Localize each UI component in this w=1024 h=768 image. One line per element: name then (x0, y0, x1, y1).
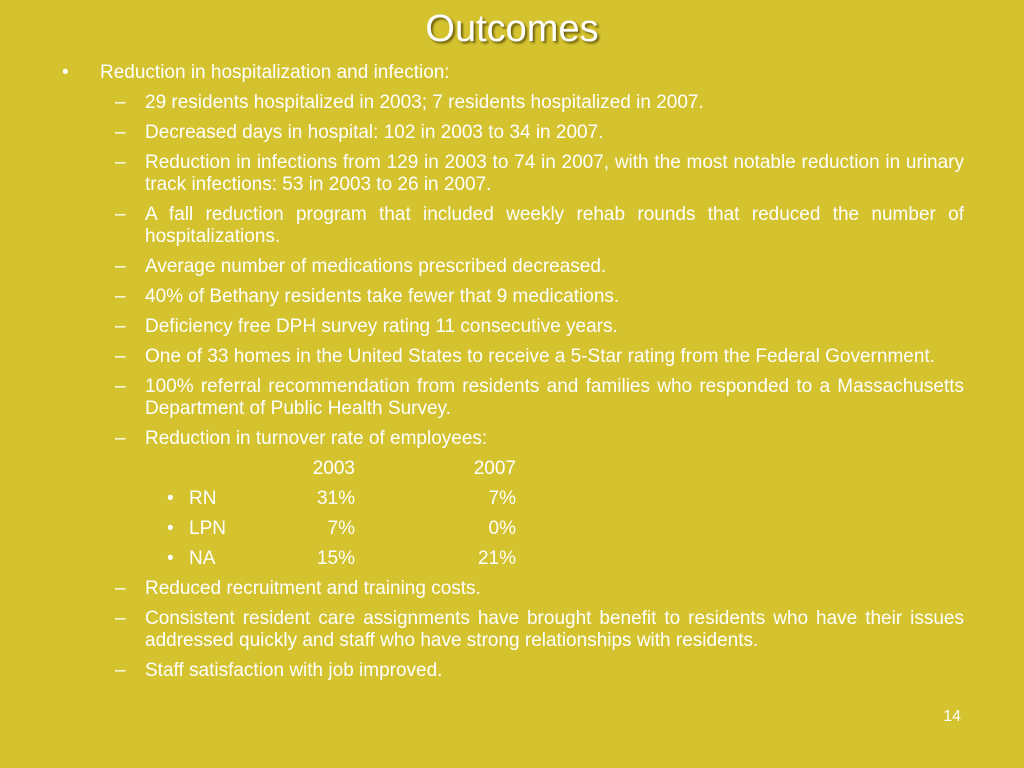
sub-item (62, 316, 964, 338)
turnover-row-rn (62, 488, 964, 510)
dash-marker: – (115, 286, 126, 307)
dash-marker: – (115, 316, 126, 337)
dash-marker: – (115, 578, 126, 599)
column-header-2007: 2007 (473, 458, 516, 479)
slide-title: Outcomes (425, 8, 599, 50)
dash-marker: – (115, 608, 126, 629)
sub-item-text: Average number of medications prescribed decreased. (145, 256, 607, 277)
sub-item (62, 608, 964, 652)
bullet-marker: • (167, 518, 174, 539)
dash-marker: – (115, 256, 126, 277)
sub-item-text: Reduced recruitment and training costs. (145, 578, 481, 599)
sub-item-text: 29 residents hospitalized in 2003; 7 residents hospitalized in 2007. (145, 92, 704, 113)
row-label: RN (189, 488, 217, 509)
dash-marker: – (115, 92, 126, 113)
dash-marker: – (115, 660, 126, 681)
value-2003: 15% (316, 548, 355, 569)
sub-item (62, 204, 964, 248)
sub-item-text: A fall reduction program that included weekly rehab rounds that reduced the number of hospitalizations. (145, 204, 964, 247)
sub-item (62, 122, 964, 144)
bullet-marker: • (167, 488, 174, 509)
sub-item-text: 40% of Bethany residents take fewer that 9 medications. (145, 286, 620, 307)
bullet-marker: • (167, 548, 174, 569)
dash-marker: – (115, 346, 126, 367)
dash-marker: – (115, 204, 126, 225)
sub-item (62, 152, 964, 196)
main-bullet-text: Reduction in hospitalization and infection: (100, 62, 450, 83)
sub-item (62, 376, 964, 420)
dash-marker: – (115, 428, 126, 449)
sub-item-text: Consistent resident care assignments have brought benefit to residents who have their issues addressed quickly and staff who have strong relationships with residents. (145, 608, 964, 651)
page-number: 14 (943, 708, 961, 725)
dash-marker: – (115, 122, 126, 143)
sub-item-text: 100% referral recommendation from residents and families who responded to a Massachusetts Department of Public Health Survey. (145, 376, 964, 419)
turnover-table-header (62, 458, 964, 480)
sub-item-text: Reduction in turnover rate of employees: (145, 428, 488, 449)
sub-item (62, 578, 964, 600)
row-label: NA (189, 548, 216, 569)
sub-item (62, 428, 964, 450)
sub-item-text: One of 33 homes in the United States to receive a 5-Star rating from the Federal Government. (145, 346, 935, 367)
row-label: LPN (189, 518, 226, 539)
main-bullet (62, 62, 964, 84)
sub-item-text: Reduction in infections from 129 in 2003 to 74 in 2007, with the most notable reduction in urinary track infections: 53 in 2003 to 26 in 2007. (145, 152, 964, 195)
value-2007: 7% (488, 488, 516, 509)
value-2007: 21% (477, 548, 516, 569)
turnover-row-lpn (62, 518, 964, 540)
bullet-marker: • (62, 62, 69, 83)
dash-marker: – (115, 152, 126, 173)
sub-item-text: Deficiency free DPH survey rating 11 consecutive years. (145, 316, 618, 337)
turnover-row-na (62, 548, 964, 570)
value-2003: 7% (327, 518, 355, 539)
dash-marker: – (115, 376, 126, 397)
sub-list (62, 92, 964, 682)
sub-item-text: Staff satisfaction with job improved. (145, 660, 443, 681)
value-2003: 31% (316, 488, 355, 509)
slide-content (62, 62, 964, 690)
column-header-2003: 2003 (312, 458, 355, 479)
sub-item (62, 660, 964, 682)
sub-item-text: Decreased days in hospital: 102 in 2003 to 34 in 2007. (145, 122, 604, 143)
sub-item (62, 346, 964, 368)
value-2007: 0% (488, 518, 516, 539)
sub-item (62, 92, 964, 114)
sub-item (62, 256, 964, 278)
sub-item (62, 286, 964, 308)
